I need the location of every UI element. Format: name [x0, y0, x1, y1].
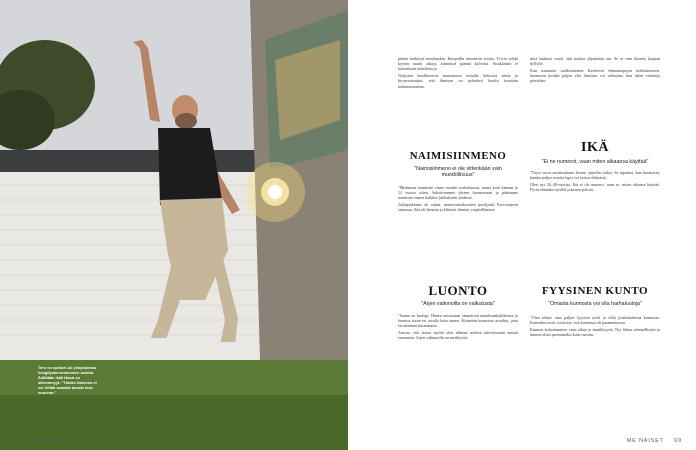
kunto-heading-block	[530, 285, 660, 307]
luonto-heading: LUONTO	[428, 283, 488, 298]
kunto-deck: "Omasta kunnosta voi olla harhaluuloja"	[548, 301, 642, 307]
body-paragraph: mitä kaikkea vaatii, että ruokaa ylipäätään saa. Se ei vain ilmesty kaupan hyllylle.	[530, 56, 660, 67]
body-paragraph: "Sanna on biologi. Hänen ansiostaan ymmärrän maailmankaikkeutta ja luontoa aivan eri tavalla kuin ennen. Kiinnitän huomiota asioihin, joita en aiemmin huomannut.	[398, 313, 518, 329]
naimisiinmeno-deck: "Naimisiinmeno ei ole sittenkään vain muodollisuus"	[414, 166, 502, 179]
body-paragraph: "Menimme naimisiin viime vuoden toukokuussa, mutta koin Sannan jo 12 vuotta sitten. Sekoittuimme yhteen luonnostaan ja päätimme naimisiin ennen kaikkea juhliakseen yhdessä.	[398, 185, 518, 201]
page-number-left: 68	[14, 438, 22, 444]
ika-body	[530, 170, 660, 194]
ika-heading-block	[530, 140, 660, 165]
luonto-deck: "Arjen valinnoilla on vaikutusta"	[421, 301, 495, 307]
body-paragraph: päätin keskittyä muuhunkin. Rimpullin seinemiin vuotta. Yrit-in tehdä kyynin tuunit aikoja, kiinnittyä päänsä kalvosta. Sisäkkäisin ei kuitenkaan uskallettu ja.	[398, 56, 518, 72]
luonto-heading-block	[398, 283, 518, 307]
naimisiinmeno-body	[398, 185, 518, 214]
photo-caption: Tero on opiskel-lut yliopistossa hengityskeruutoimeen asioita. Äidiltään ikää tässä on sikiemmyyt: "Tämän ikäisena ei voi riittää samalla tavalla kuin nuorena."	[38, 365, 97, 395]
page-number-right: 69	[674, 438, 682, 444]
body-paragraph: "Olen tehnyt aina paljon fyysistä työtä ja ollut jonkinlaisessa kunnossa. Kuitenkin testit osoittivat, että kunnossa oli parannettavaa.	[530, 315, 660, 326]
kunto-body	[530, 315, 660, 339]
body-paragraph: Kun naamioin osallistuimme Kestävien elämäntapojen kehittämiseen, huomasin kuinka paljon yksi ihminen voi vaikuttaa, kun tekee valintoja päivittäin.	[530, 68, 660, 84]
luonto-body	[398, 313, 518, 342]
naimisiinmeno-heading-block	[398, 150, 518, 179]
body-paragraph: Kunnon kohottaminen vaati aikaa ja sinnikkyyttä. Nyt liikun säännöllisesti ja tunnen oloni paremmaksi kuin vuosiin.	[530, 327, 660, 338]
body-paragraph: Tuntuu, että lasten myötä olen alkanut miettiä tulevaisuutta entistä enemmän. Arjen valinnoilla on merkitystä.	[398, 330, 518, 341]
body-paragraph: Juhlapaikkana oli vanha, mutterintuoksuinen paviljonki Porvoonjoen rannassa. Sää oli lämmin ja läheiset ihmiset ympärillämme.	[398, 202, 518, 213]
body-paragraph: Nykyään hindikaverin muistutavat minulle kehoistä niistä ja hyvinvoinnista, että ihmisen on pidettävä huolta itsestään kokonaisuutena.	[398, 73, 518, 89]
naimisiinmeno-heading: NAIMISIINMENO	[409, 150, 507, 162]
column-2-body	[530, 56, 660, 85]
ika-deck: "Ei ne numerot, vaan miten aikaansa käyttää"	[541, 159, 649, 165]
kunto-heading: FYYSINEN KUNTO	[541, 285, 649, 297]
column-1-body	[398, 56, 518, 90]
magazine-name-right: ME NAISET	[626, 438, 664, 444]
footer-left	[14, 438, 69, 444]
body-paragraph: Olen nyt 30–40-vuotias. Ikä ei ole numero, vaan se, miten aikansa käyttää. Pyrin elämään täysillä jokaisen päivän.	[530, 182, 660, 193]
magazine-name-left: ME NAISET	[32, 438, 70, 444]
footer-right	[627, 438, 682, 444]
ika-heading: IKÄ	[581, 140, 609, 155]
body-paragraph: "Täysi vuosi ensimmäinen kerran ajattelin isäksi. Se tapahtui, kun huomasin, kuinka paljon asioita lapsi voi kertoa elämästä.	[530, 170, 660, 181]
